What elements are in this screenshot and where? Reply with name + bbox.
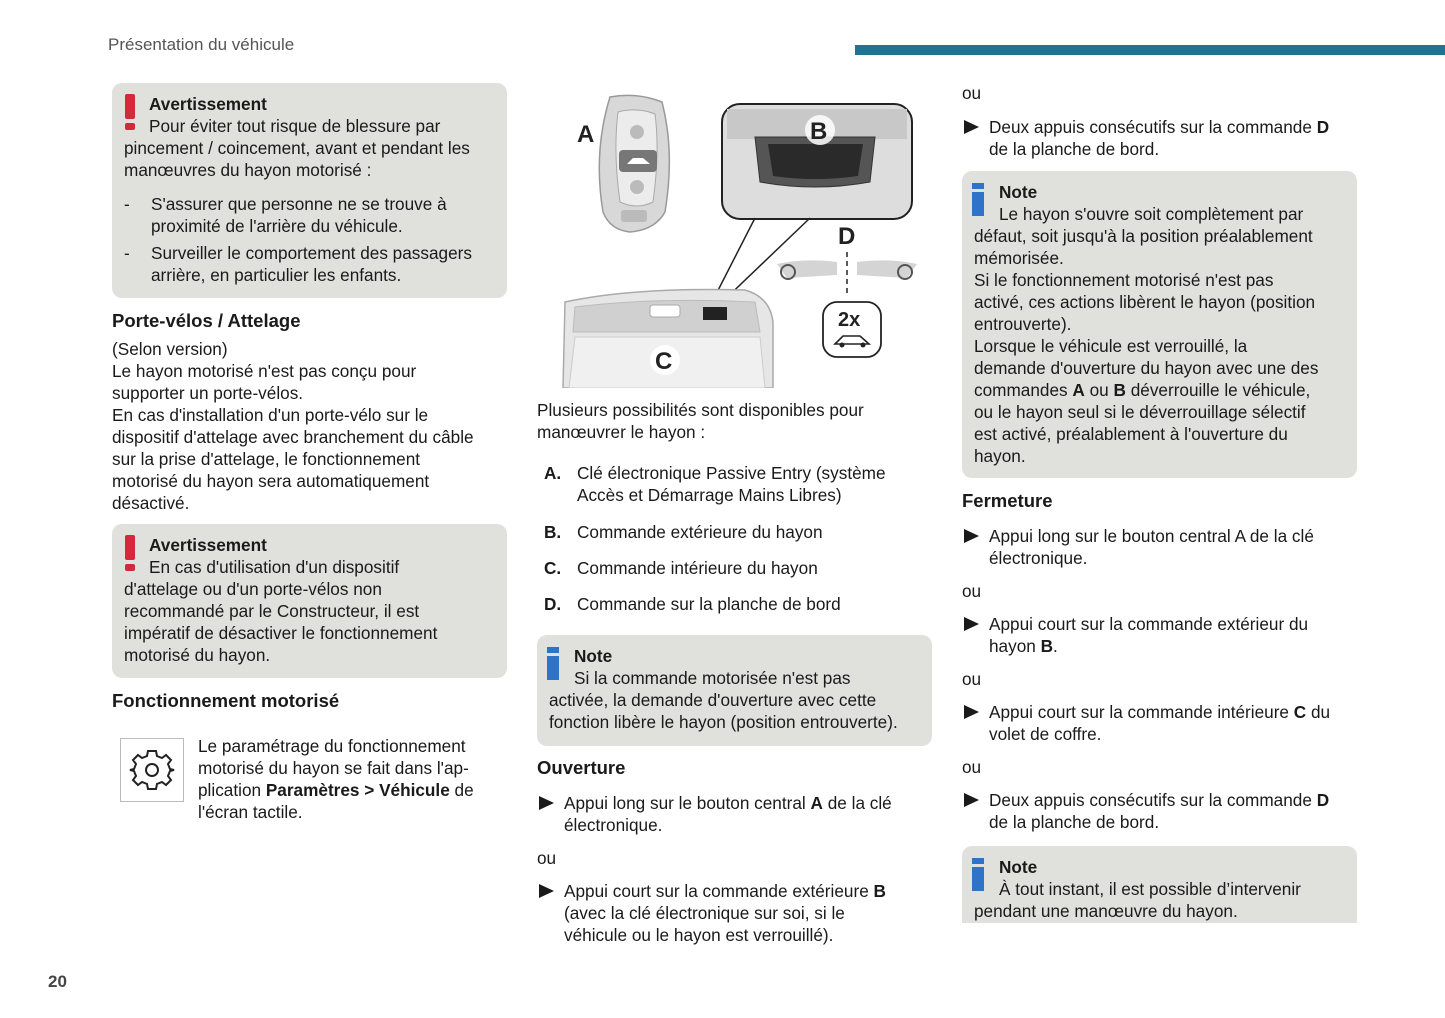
warning-line: motorisé du hayon.: [124, 645, 271, 665]
list-item: Appui court sur la commande extérieur du hayon B.: [962, 613, 1357, 657]
list-item: Deux appuis consécutifs sur la commande D de la planche de bord.: [962, 116, 1357, 160]
or-text: ou: [537, 848, 557, 868]
list-item: B. Commande extérieure du hayon: [544, 522, 823, 542]
options-intro: Plusieurs possibilités sont disponibles pour manœuvrer le hayon :: [537, 400, 864, 442]
note-box-interrupt: [962, 846, 1357, 923]
note-lead: À tout instant, il est possible d’intervenir: [999, 879, 1301, 899]
list-item: C. Commande intérieure du hayon: [544, 558, 818, 578]
arrow-bullet-icon: [964, 705, 979, 719]
opening-heading: Ouverture: [537, 757, 626, 778]
warning-icon: [122, 94, 138, 130]
tailgate-controls-illustration: [555, 92, 925, 388]
closing-steps: [962, 525, 1357, 833]
info-icon: [547, 647, 559, 681]
arrow-bullet-icon: [539, 884, 554, 898]
warning-box-towbar: [112, 524, 507, 678]
warning-line: impératif de désactiver le fonctionnement: [124, 623, 438, 643]
note-line: pendant une manœuvre du hayon.: [974, 901, 1238, 921]
list-item: Deux appuis consécutifs sur la commande D de la planche de bord.: [962, 789, 1357, 833]
closing-heading: Fermeture: [962, 490, 1053, 511]
or-text: ou: [962, 669, 982, 689]
warning-line: recommandé par le Constructeur, il est: [124, 601, 420, 621]
warning-lead: En cas d'utilisation d'un dispositif: [149, 557, 400, 577]
figure-label-b: B: [810, 118, 828, 145]
list-item: - Surveiller le comportement des passagers arrière, en particulier les enfants.: [124, 243, 472, 285]
arrow-bullet-icon: [964, 793, 979, 807]
list-item: Appui long sur le bouton central A de la clé électronique.: [537, 792, 932, 836]
or-text: ou: [962, 757, 982, 777]
arrow-bullet-icon: [964, 120, 979, 134]
list-item: Appui court sur la commande intérieure C du volet de coffre.: [962, 701, 1357, 745]
bike-carrier-text: (Selon version) Le hayon motorisé n'est pas conçu pour supporter un porte-vélos. En cas d'installation d'un porte-vélo sur le dispositif d'attelage avec branchement du câble sur la prise d'attelage, le fonctionnement motorisé du hayon sera automatiquement désactivé.: [112, 339, 474, 513]
list-item: D. Commande sur la planche de bord: [544, 594, 841, 614]
bike-carrier-heading: Porte-vélos / Attelage: [112, 310, 301, 331]
warning-title: Avertissement: [149, 94, 267, 114]
note-title: Note: [574, 646, 613, 666]
info-icon: [972, 183, 984, 217]
or-text: ou: [962, 83, 982, 103]
arrow-bullet-icon: [964, 529, 979, 543]
note-lead: Le hayon s'ouvre soit complètement par: [999, 204, 1304, 224]
note-title: Note: [999, 182, 1038, 202]
figure-label-c: C: [655, 348, 673, 375]
note-line: activée, la demande d'ouverture avec cette: [549, 690, 877, 710]
note-box-inactive: [537, 635, 932, 746]
note-title: Note: [999, 857, 1038, 877]
warning-line: d'attelage ou d'un porte-vélos non: [124, 579, 382, 599]
page-number: 20: [48, 972, 67, 991]
controls-list: [537, 462, 932, 615]
motorized-text: Le paramétrage du fonctionnement motorisé du hayon se fait dans l'ap- plication Paramètres > Véhicule de l'écran tactile.: [198, 736, 474, 822]
note-lead: Si la commande motorisée n'est pas: [574, 668, 851, 688]
info-icon: [972, 858, 984, 892]
note-box-opening: Note Le hayon s'ouvre soit complètement par défaut, soit jusqu'à la position préalablement mémorisée. Si le fonctionnement motorisé n'est pas activé, ces actions libèrent le hayon (position entrouverte). Lorsque le véhicule est verrouillé, la demande d'ouverture du hayon avec une des commandes A ou B déverrouille le véhicule, ou le hayon seul si le déverrouillage sélectif est activé, préalablement à l'ouverture du hayon.: [962, 171, 1357, 478]
or-text: ou: [962, 581, 982, 601]
list-item: Appui court sur la commande extérieure B (avec la clé électronique sur soi, si le véhicule ou le hayon est verrouillé).: [537, 880, 932, 946]
warning-lead: Pour éviter tout risque de blessure par: [149, 116, 441, 136]
settings-gear-icon: [120, 738, 184, 802]
warning-box-pinch: [112, 83, 507, 298]
list-item: Appui long sur le bouton central A de la clé électronique.: [962, 525, 1357, 569]
arrow-bullet-icon: [539, 796, 554, 810]
list-item: A. Clé électronique Passive Entry (système Accès et Démarrage Mains Libres): [544, 463, 886, 505]
figure-label-2x: 2x: [838, 309, 861, 331]
arrow-bullet-icon: [964, 617, 979, 631]
key-fob-icon: [599, 95, 669, 232]
note-line: fonction libère le hayon (position entrouverte).: [549, 712, 898, 732]
warning-title: Avertissement: [149, 535, 267, 555]
figure-label-d: D: [838, 223, 856, 250]
header-accent-bar: [855, 45, 1445, 55]
motorized-heading: Fonctionnement motorisé: [112, 690, 340, 711]
figure-label-a: A: [577, 121, 595, 148]
list-item: - S'assurer que personne ne se trouve à proximité de l'arrière du véhicule.: [124, 194, 447, 236]
opening-steps: [537, 792, 932, 946]
warning-line: manœuvres du hayon motorisé :: [124, 160, 372, 180]
section-title: Présentation du véhicule: [108, 35, 295, 54]
warning-line: pincement / coincement, avant et pendant les: [124, 138, 470, 158]
warning-icon: [122, 535, 138, 571]
